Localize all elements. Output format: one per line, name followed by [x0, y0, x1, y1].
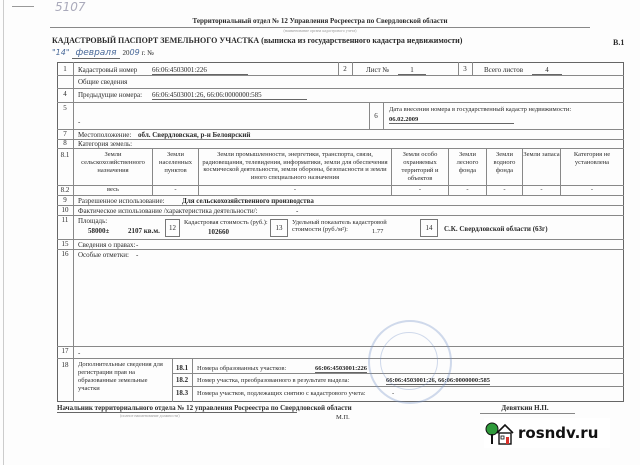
row-number: 16 — [61, 250, 69, 258]
row-number: 3 — [463, 65, 467, 73]
divider — [57, 102, 624, 103]
cadastral-number-label: Кадастровый номер — [78, 66, 138, 74]
valuation-source: С.К. Свердловской области (63г) — [444, 225, 548, 233]
date-year-suffix: 09 — [129, 48, 140, 57]
transformed-parcel-label: Номер участка, преобразованного в результате выдела: — [197, 377, 350, 384]
row-number: 1 — [63, 65, 67, 73]
deregistered-parcels-value: - — [392, 390, 395, 397]
formed-parcels-label: Номера образованных участков: — [197, 365, 287, 372]
category-value: - — [540, 186, 543, 193]
watermark-text: rosndv.ru — [518, 424, 599, 442]
row-number: 17 — [61, 347, 69, 355]
number-column-divider — [73, 62, 74, 402]
row-5-value: - — [78, 118, 81, 126]
category-value: - — [174, 186, 177, 193]
category-header: Земли промышленности, энергетики, транспорта, связи, радиовещания, телевидения, информатики, земли для обеспечения космической деятельности, земли обороны, безопасности и земли иного специального назначения — [202, 151, 388, 181]
row-number: 14 — [425, 224, 433, 232]
organization-name: Территориальный отдел № 12 Управления Росреестра по Свердловской области — [192, 17, 448, 25]
divider — [57, 129, 624, 130]
category-header: Земли водного фонда — [493, 151, 516, 174]
registration-date-value: 06.02.2009 — [389, 116, 514, 124]
location-label: Местоположение: — [78, 131, 132, 139]
area-label: Площадь: — [78, 217, 108, 225]
row-number: 18 — [61, 361, 69, 369]
divider — [57, 215, 624, 216]
actual-use-label: Фактическое использование /характеристика деятельности/: — [78, 207, 258, 215]
category-header: Земли лесного фонда — [456, 151, 479, 174]
cadastral-number-value: 66:06:4503001:226 — [152, 66, 248, 75]
previous-numbers-label: Предыдущие номера: — [78, 91, 143, 99]
specific-value: 1.77 — [372, 228, 384, 235]
category-header: Категория не установлена — [573, 151, 611, 166]
row-number: 4 — [63, 90, 67, 98]
signer-title: Начальник территориального отдела № 12 управления Росреестра по Свердловской области — [57, 404, 352, 412]
category-value: - — [503, 186, 506, 193]
category-value: - — [590, 186, 594, 193]
category-header: Земли населенных пунктов — [159, 151, 192, 174]
divider — [57, 148, 624, 149]
row-number: 12 — [169, 224, 176, 232]
seal-placeholder: М.П. — [336, 414, 350, 421]
row-number: 10 — [61, 206, 69, 214]
registration-date-label: Дата внесения номера в государственный кадастр недвижимости: — [389, 106, 572, 113]
page-edge — [3, 0, 4, 465]
row-number: 5 — [63, 104, 67, 112]
handwritten-number: 5107 — [55, 0, 86, 14]
divider — [383, 102, 384, 129]
sheet-value: 1 — [398, 66, 426, 75]
divider — [57, 75, 624, 76]
total-sheets-label: Всего листов — [484, 66, 524, 74]
category-value: - — [293, 186, 297, 193]
cadastral-value: 102660 — [208, 228, 229, 236]
divider — [57, 205, 624, 206]
document-date — [52, 48, 154, 58]
divider — [472, 62, 473, 75]
divider — [57, 195, 624, 196]
row-17-value: - — [78, 349, 81, 357]
rights-label: Сведения о правах: — [78, 241, 136, 249]
divider — [352, 62, 353, 75]
rights-value: - — [136, 241, 139, 249]
rosndv-watermark — [484, 418, 610, 448]
row-number: 18.1 — [175, 364, 189, 372]
margin-mark — [12, 6, 34, 7]
house-tree-icon — [484, 421, 514, 445]
deregistered-parcels-label: Номера участков, подлежащих снятию с кадастрового учета: — [197, 390, 366, 397]
category-header: Земли особо охраняемых территорий и объектов — [401, 151, 439, 182]
general-info-heading: Общие сведения — [78, 78, 128, 86]
cadastral-value-label: Кадастровая стоимость (руб.): — [184, 219, 268, 226]
date-tail: г. № — [141, 49, 154, 57]
land-category-label: Категория земель: — [78, 140, 133, 148]
row-number: 6 — [374, 112, 378, 120]
row-number: 18.3 — [175, 389, 189, 397]
location-value: обл. Свердловская, р-н Белоярский — [138, 131, 278, 140]
organization-caption: (наименование органа кадастрового учета) — [283, 28, 357, 33]
document-title: КАДАСТРОВЫЙ ПАСПОРТ ЗЕМЕЛЬНОГО УЧАСТКА (выписка из государственного кадастра недвижимости) — [52, 36, 463, 45]
special-notes-value: - — [136, 251, 139, 259]
divider — [198, 148, 199, 195]
specific-value-label: Удельный показатель кадастровой стоимости (руб./м²): — [292, 219, 387, 233]
form-code: В.1 — [613, 38, 625, 47]
signer-title-caption: (полное наименование должности) — [120, 413, 180, 418]
official-seal-inner — [380, 332, 438, 390]
total-sheets-value: 4 — [532, 66, 562, 75]
divider — [57, 346, 624, 347]
divider — [192, 358, 193, 402]
sheet-label: Лист № — [366, 66, 390, 74]
transformed-parcel-value: 66:06:4503001:26, 66:06:0000000:585 — [386, 377, 490, 384]
row-number: 8 — [63, 139, 67, 147]
actual-use-value: - — [296, 207, 299, 215]
row-number: 18.2 — [175, 376, 189, 384]
category-value: весь — [107, 186, 119, 193]
previous-numbers-value: 66:06:4503001:26, 66:06:0000000:585 — [152, 91, 307, 100]
date-month: февраля — [72, 48, 121, 59]
category-value: - — [466, 186, 469, 193]
category-header: Земли сельскохозяйственного назначения — [81, 151, 145, 174]
row-number: 8.1 — [60, 151, 70, 159]
divider — [480, 413, 575, 414]
area-accuracy: 2107 кв.м. — [128, 227, 160, 235]
permitted-use-value: Для сельскохозяйственного производства — [182, 197, 392, 206]
divider — [57, 239, 624, 240]
row-number: 11 — [61, 216, 69, 224]
category-value: - — [418, 186, 422, 193]
divider — [57, 139, 624, 140]
signer-name: Девяткин Н.П. — [501, 404, 549, 412]
row-number: 15 — [61, 240, 69, 248]
row-number: 9 — [63, 196, 67, 204]
divider — [57, 358, 624, 359]
additional-info-label: Дополнительные сведения для регистрации прав на образованные земельные участки — [78, 361, 163, 392]
row-number: 8.2 — [60, 186, 70, 194]
row-number: 7 — [63, 130, 67, 138]
date-year-prefix: 20 — [122, 49, 130, 57]
special-notes-label: Особые отметки: — [78, 251, 129, 259]
divider — [57, 88, 624, 89]
divider — [57, 249, 624, 250]
category-header: Земли запаса — [523, 151, 560, 158]
formed-parcels-value: 66:06:4503001:226 — [315, 365, 367, 372]
date-day: "14" — [52, 48, 70, 57]
row-number: 2 — [343, 65, 347, 73]
row-number: 13 — [275, 224, 283, 232]
permitted-use-label: Разрешенное использование: — [78, 197, 165, 205]
area-value: 58000± — [88, 227, 110, 235]
